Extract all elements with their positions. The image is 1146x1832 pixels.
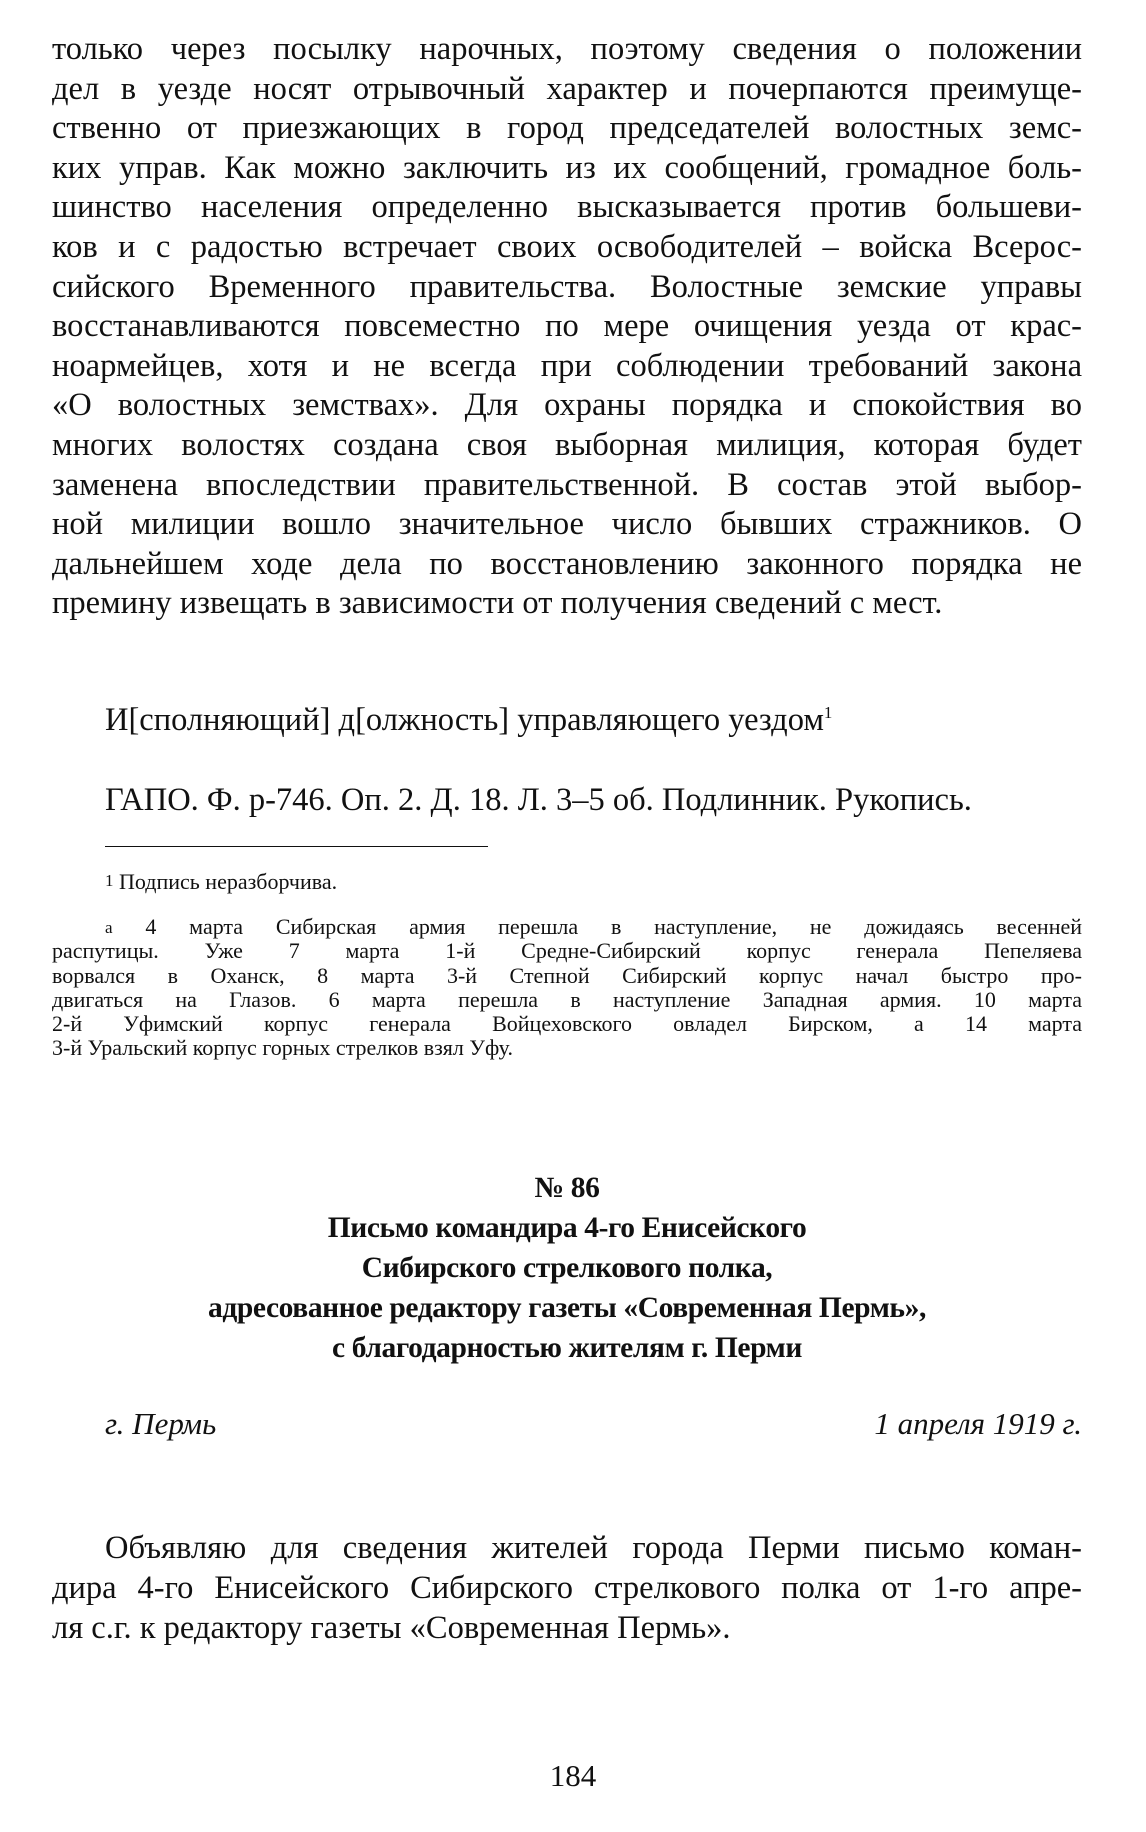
footnote-a-line <box>52 915 1082 939</box>
document-header <box>52 1168 1082 1368</box>
footnote-divider <box>105 846 488 847</box>
text-line: ля с.г. к редактору газеты «Современная Пермь». <box>52 1610 731 1646</box>
signature-line <box>105 700 832 740</box>
footnote-a-line-text: 4 марта Сибирская армия перешла в наступление, не дожидаясь весенней <box>145 914 1083 939</box>
footnote-a-line: ворвался в Оханск, 8 марта 3-й Степной Сибирский корпус начал быстро про- <box>52 962 1082 988</box>
text-line: восстанавливаются повсеместно по мере очищения уезда от крас- <box>52 308 1082 345</box>
text-line: заменена впоследствии правительственной. В состав этой выбор- <box>52 466 1082 503</box>
document-title-line: Сибирского стрелкового полка, <box>361 1252 773 1284</box>
document-place: г. Пермь <box>105 1406 217 1441</box>
footnote-a-line: распутицы. Уже 7 марта 1-й Средне-Сибирский корпус генерала Пепеляева <box>52 938 1082 964</box>
archive-reference: ГАПО. Ф. р-746. Оп. 2. Д. 18. Л. 3–5 об. Подлинник. Рукопись. <box>105 782 972 818</box>
document-body <box>52 1528 1082 1648</box>
text-line: дел в уезде носят отрывочный характер и почерпаются преимуще- <box>52 70 1082 107</box>
text-line: Объявляю для сведения жителей города Перми письмо коман- <box>105 1530 1082 1566</box>
text-line: премину извещать в зависимости от получения сведений с мест. <box>52 585 943 622</box>
signature-text: И[сполняющий] д[олжность] управляющего уездом <box>105 702 824 738</box>
text-line: «О волостных земствах». Для охраны порядка и спокойствия во <box>52 387 1082 424</box>
text-line: дира 4-го Енисейского Сибирского стрелкового полка от 1-го апре- <box>52 1570 1082 1606</box>
text-line: ственно от приезжающих в город председателей волостных земс- <box>52 110 1082 147</box>
text-line: ков и с радостью встречает своих освободителей – войска Всерос- <box>52 228 1082 265</box>
main-paragraph <box>52 30 1082 624</box>
footnote-1-marker: 1 <box>105 871 114 890</box>
document-title-line: адресованное редактору газеты «Современная Пермь», <box>208 1292 926 1324</box>
text-line: шинство населения определенно высказывается против большеви- <box>52 189 1082 226</box>
footnote-a-line: двигаться на Глазов. 6 марта перешла в наступление Западная армия. 10 марта <box>52 986 1082 1012</box>
footnote-a-marker: а <box>105 918 113 937</box>
page-number: 184 <box>549 1758 597 1793</box>
document-title-line: Письмо командира 4-го Енисейского <box>327 1212 807 1244</box>
text-line: ких управ. Как можно заключить из их сообщений, громадное боль- <box>52 149 1082 186</box>
text-line: ной милиции вошло значительное число бывших стражников. О <box>52 506 1082 543</box>
document-date: 1 апреля 1919 г. <box>874 1406 1082 1441</box>
footnote-marker: 1 <box>823 703 833 722</box>
document-title-line: с благодарностью жителям г. Перми <box>332 1332 802 1364</box>
text-line: ноармейцев, хотя и не всегда при соблюдении требований закона <box>52 347 1082 384</box>
footnote-a-line: 2-й Уфимский корпус генерала Войцеховского овладел Бирском, а 14 марта <box>52 1011 1082 1037</box>
text-line: сийского Временного правительства. Волостные земские управы <box>52 268 1082 305</box>
footnote-a-line: 3-й Уральский корпус горных стрелков взял Уфу. <box>52 1035 513 1061</box>
main-text-block <box>52 30 1082 624</box>
footnote-1 <box>105 868 337 896</box>
document-number: № 86 <box>534 1172 600 1204</box>
text-line: только через посылку нарочных, поэтому сведения о положении <box>52 31 1082 67</box>
text-line: многих волостях создана своя выборная милиция, которая будет <box>52 426 1082 463</box>
footnote-1-text: Подпись неразборчива. <box>119 869 338 894</box>
footnote-a <box>52 915 1082 1061</box>
text-line: дальнейшем ходе дела по восстановлению законного порядка не <box>52 545 1082 582</box>
